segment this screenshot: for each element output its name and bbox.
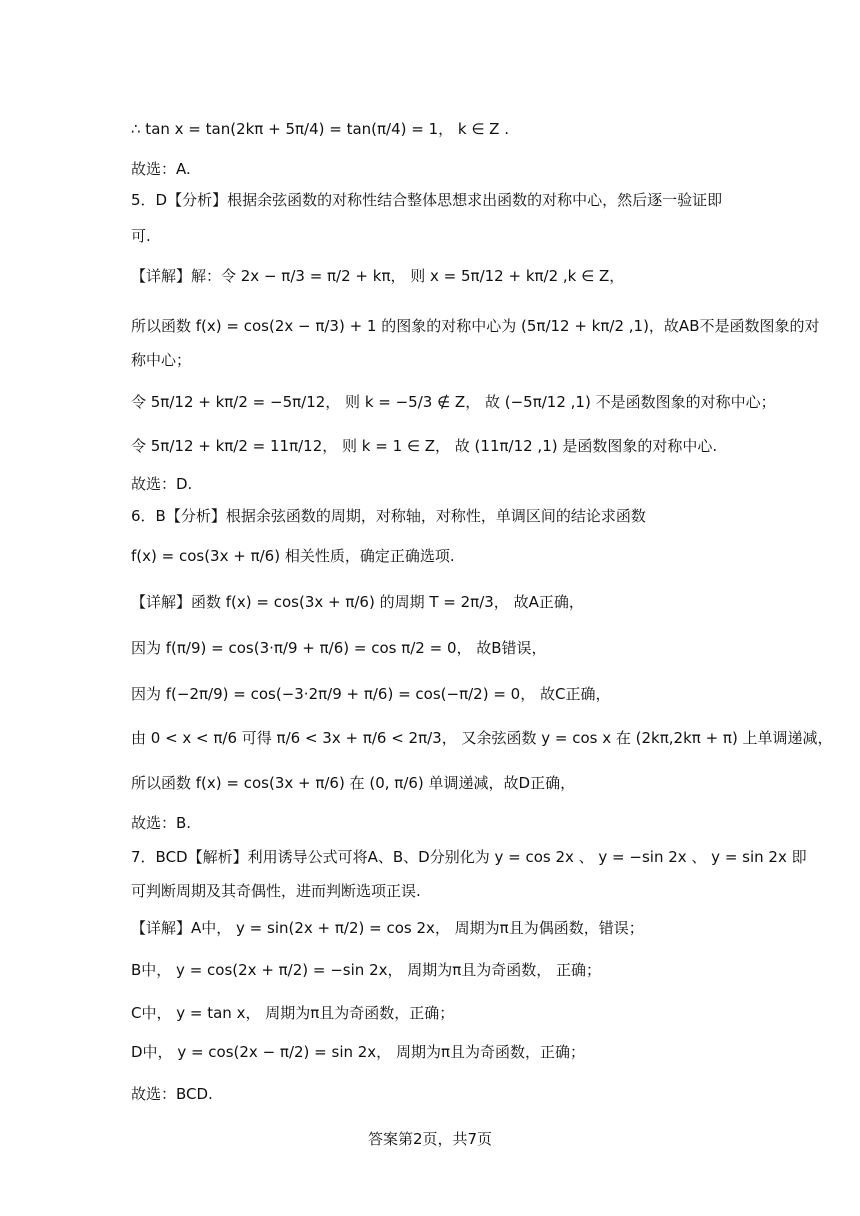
text-line: 因为 f(−2π/9) = cos(−3·2π/9 + π/6) = cos(−π/2) = 0， 故C正确， [131, 685, 611, 703]
text-line: D中， y = cos(2x − π/2) = sin 2x， 周期为π且为奇函数，正确； [131, 1043, 585, 1061]
text-line: 故选：B. [131, 814, 192, 832]
text-line: 故选：BCD. [131, 1085, 213, 1103]
text-line: f(x) = cos(3x + π/6) 相关性质，确定正确选项. [131, 547, 455, 565]
text-line: B中， y = cos(2x + π/2) = −sin 2x， 周期为π且为奇函数， 正确； [131, 961, 602, 979]
text-line: 所以函数 f(x) = cos(2x − π/3) + 1 的图象的对称中心为 (5π/12 + kπ/2 ,1)，故AB不是函数图象的对 [131, 317, 820, 335]
text-line: 故选：D. [131, 475, 193, 493]
text-line: 可. [131, 227, 151, 245]
text-line: 称中心； [131, 351, 192, 369]
text-line: 令 5π/12 + kπ/2 = 11π/12， 则 k = 1 ∈ Z， 故 (11π/12 ,1) 是函数图象的对称中心. [131, 437, 718, 455]
text-line: C中， y = tan x， 周期为π且为奇函数，正确； [131, 1004, 455, 1022]
text-line: 可判断周期及其奇偶性，进而判断选项正误. [131, 882, 421, 900]
text-line: 【详解】解：令 2x − π/3 = π/2 + kπ， 则 x = 5π/12 + kπ/2 ,k ∈ Z， [131, 267, 625, 285]
text-line: 【详解】A中， y = sin(2x + π/2) = cos 2x， 周期为π且为偶函数，错误； [131, 919, 644, 937]
text-line: 【详解】函数 f(x) = cos(3x + π/6) 的周期 T = 2π/3， 故A正确， [131, 593, 584, 611]
text-line: 因为 f(π/9) = cos(3·π/9 + π/6) = cos π/2 = 0， 故B错误， [131, 639, 547, 657]
text-line: 所以函数 f(x) = cos(3x + π/6) 在 (0, π/6) 单调递减，故D正确， [131, 774, 576, 792]
text-line: 5．D【分析】根据余弦函数的对称性结合整体思想求出函数的对称中心，然后逐一验证即 [131, 191, 723, 209]
text-line: 7．BCD【解析】利用诱导公式可将A、B、D分别化为 y = cos 2x 、 y = −sin 2x 、 y = sin 2x 即 [131, 848, 807, 866]
page-footer: 答案第2页，共7页 [367, 1130, 493, 1148]
text-line: ∴ tan x = tan(2kπ + 5π/4) = tan(π/4) = 1， k ∈ Z . [131, 120, 509, 138]
text-line: 令 5π/12 + kπ/2 = −5π/12， 则 k = −5/3 ∉ Z， 故 (−5π/12 ,1) 不是函数图象的对称中心； [131, 393, 776, 411]
text-line: 故选：A. [131, 160, 191, 178]
text-line: 6．B【分析】根据余弦函数的周期，对称轴，对称性，单调区间的结论求函数 [131, 507, 646, 525]
text-line: 由 0 < x < π/6 可得 π/6 < 3x + π/6 < 2π/3， 又余弦函数 y = cos x 在 (2kπ,2kπ + π) 上单调递减， [131, 729, 833, 747]
